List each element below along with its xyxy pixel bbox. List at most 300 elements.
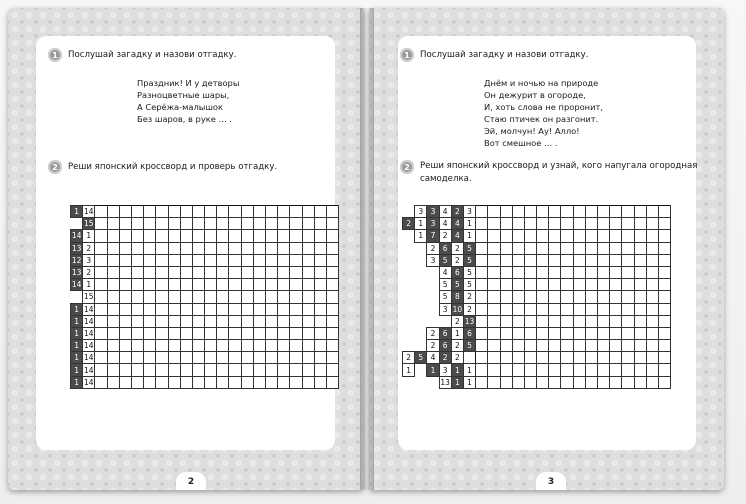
grid-cell[interactable] <box>658 279 670 291</box>
grid-cell[interactable] <box>302 327 314 339</box>
grid-cell[interactable] <box>512 303 524 315</box>
grid-cell[interactable] <box>476 218 488 230</box>
grid-cell[interactable] <box>278 303 290 315</box>
grid-cell[interactable] <box>549 364 561 376</box>
grid-cell[interactable] <box>585 303 597 315</box>
grid-cell[interactable] <box>512 340 524 352</box>
grid-cell[interactable] <box>180 242 192 254</box>
grid-cell[interactable] <box>549 230 561 242</box>
grid-cell[interactable] <box>119 230 131 242</box>
grid-cell[interactable] <box>168 352 180 364</box>
grid-cell[interactable] <box>290 327 302 339</box>
grid-cell[interactable] <box>217 291 229 303</box>
grid-cell[interactable] <box>192 327 204 339</box>
grid-cell[interactable] <box>488 315 500 327</box>
grid-cell[interactable] <box>524 291 536 303</box>
grid-cell[interactable] <box>524 340 536 352</box>
grid-cell[interactable] <box>302 315 314 327</box>
grid-cell[interactable] <box>646 364 658 376</box>
grid-cell[interactable] <box>144 303 156 315</box>
grid-cell[interactable] <box>241 352 253 364</box>
grid-cell[interactable] <box>144 254 156 266</box>
grid-cell[interactable] <box>524 206 536 218</box>
grid-cell[interactable] <box>131 266 143 278</box>
grid-cell[interactable] <box>266 206 278 218</box>
grid-cell[interactable] <box>488 254 500 266</box>
grid-cell[interactable] <box>229 279 241 291</box>
grid-cell[interactable] <box>290 242 302 254</box>
grid-cell[interactable] <box>500 242 512 254</box>
grid-cell[interactable] <box>476 352 488 364</box>
grid-cell[interactable] <box>180 364 192 376</box>
grid-cell[interactable] <box>646 254 658 266</box>
grid-cell[interactable] <box>95 291 107 303</box>
grid-cell[interactable] <box>573 376 585 388</box>
grid-cell[interactable] <box>561 291 573 303</box>
grid-cell[interactable] <box>537 242 549 254</box>
grid-cell[interactable] <box>524 327 536 339</box>
grid-cell[interactable] <box>217 352 229 364</box>
grid-cell[interactable] <box>561 218 573 230</box>
grid-cell[interactable] <box>168 291 180 303</box>
grid-cell[interactable] <box>658 303 670 315</box>
grid-cell[interactable] <box>205 352 217 364</box>
grid-cell[interactable] <box>549 291 561 303</box>
grid-cell[interactable] <box>634 364 646 376</box>
grid-cell[interactable] <box>107 376 119 388</box>
grid-cell[interactable] <box>180 352 192 364</box>
grid-cell[interactable] <box>302 218 314 230</box>
grid-cell[interactable] <box>180 218 192 230</box>
grid-cell[interactable] <box>229 218 241 230</box>
grid-cell[interactable] <box>488 303 500 315</box>
grid-cell[interactable] <box>144 327 156 339</box>
grid-cell[interactable] <box>610 315 622 327</box>
grid-cell[interactable] <box>537 218 549 230</box>
grid-cell[interactable] <box>302 242 314 254</box>
grid-cell[interactable] <box>326 315 338 327</box>
grid-cell[interactable] <box>598 291 610 303</box>
grid-cell[interactable] <box>524 279 536 291</box>
grid-cell[interactable] <box>476 266 488 278</box>
grid-cell[interactable] <box>266 303 278 315</box>
grid-cell[interactable] <box>314 352 326 364</box>
grid-cell[interactable] <box>95 266 107 278</box>
grid-cell[interactable] <box>217 279 229 291</box>
grid-cell[interactable] <box>229 352 241 364</box>
grid-cell[interactable] <box>524 315 536 327</box>
grid-cell[interactable] <box>598 242 610 254</box>
grid-cell[interactable] <box>326 279 338 291</box>
grid-cell[interactable] <box>253 303 265 315</box>
grid-cell[interactable] <box>131 218 143 230</box>
grid-cell[interactable] <box>144 266 156 278</box>
grid-cell[interactable] <box>488 279 500 291</box>
grid-cell[interactable] <box>488 291 500 303</box>
grid-cell[interactable] <box>168 340 180 352</box>
grid-cell[interactable] <box>302 364 314 376</box>
grid-cell[interactable] <box>229 327 241 339</box>
grid-cell[interactable] <box>314 364 326 376</box>
grid-cell[interactable] <box>561 364 573 376</box>
grid-cell[interactable] <box>488 218 500 230</box>
grid-cell[interactable] <box>241 254 253 266</box>
grid-cell[interactable] <box>476 254 488 266</box>
grid-cell[interactable] <box>512 218 524 230</box>
grid-cell[interactable] <box>488 376 500 388</box>
grid-cell[interactable] <box>573 315 585 327</box>
grid-cell[interactable] <box>131 254 143 266</box>
grid-cell[interactable] <box>253 327 265 339</box>
grid-cell[interactable] <box>573 242 585 254</box>
grid-cell[interactable] <box>646 230 658 242</box>
grid-cell[interactable] <box>512 230 524 242</box>
grid-cell[interactable] <box>156 352 168 364</box>
grid-cell[interactable] <box>537 364 549 376</box>
grid-cell[interactable] <box>192 254 204 266</box>
grid-cell[interactable] <box>192 206 204 218</box>
grid-cell[interactable] <box>266 218 278 230</box>
grid-cell[interactable] <box>512 254 524 266</box>
grid-cell[interactable] <box>634 291 646 303</box>
grid-cell[interactable] <box>561 376 573 388</box>
grid-cell[interactable] <box>658 266 670 278</box>
grid-cell[interactable] <box>537 206 549 218</box>
grid-cell[interactable] <box>573 364 585 376</box>
grid-cell[interactable] <box>205 376 217 388</box>
grid-cell[interactable] <box>302 206 314 218</box>
grid-cell[interactable] <box>561 254 573 266</box>
grid-cell[interactable] <box>610 230 622 242</box>
grid-cell[interactable] <box>156 315 168 327</box>
grid-cell[interactable] <box>241 206 253 218</box>
grid-cell[interactable] <box>278 254 290 266</box>
grid-cell[interactable] <box>658 327 670 339</box>
grid-cell[interactable] <box>266 376 278 388</box>
grid-cell[interactable] <box>131 279 143 291</box>
grid-cell[interactable] <box>156 242 168 254</box>
grid-cell[interactable] <box>314 315 326 327</box>
grid-cell[interactable] <box>131 230 143 242</box>
grid-cell[interactable] <box>488 230 500 242</box>
grid-cell[interactable] <box>658 376 670 388</box>
grid-cell[interactable] <box>266 315 278 327</box>
grid-cell[interactable] <box>302 376 314 388</box>
grid-cell[interactable] <box>241 242 253 254</box>
grid-cell[interactable] <box>107 315 119 327</box>
grid-cell[interactable] <box>95 206 107 218</box>
grid-cell[interactable] <box>107 340 119 352</box>
grid-cell[interactable] <box>598 327 610 339</box>
grid-cell[interactable] <box>205 327 217 339</box>
grid-cell[interactable] <box>598 340 610 352</box>
grid-cell[interactable] <box>658 254 670 266</box>
grid-cell[interactable] <box>229 242 241 254</box>
grid-cell[interactable] <box>585 230 597 242</box>
grid-cell[interactable] <box>205 291 217 303</box>
grid-cell[interactable] <box>95 340 107 352</box>
grid-cell[interactable] <box>180 315 192 327</box>
grid-cell[interactable] <box>229 230 241 242</box>
grid-cell[interactable] <box>585 352 597 364</box>
grid-cell[interactable] <box>266 279 278 291</box>
grid-cell[interactable] <box>168 230 180 242</box>
grid-cell[interactable] <box>573 206 585 218</box>
grid-cell[interactable] <box>107 327 119 339</box>
grid-cell[interactable] <box>302 254 314 266</box>
grid-cell[interactable] <box>658 291 670 303</box>
grid-cell[interactable] <box>500 364 512 376</box>
grid-cell[interactable] <box>266 266 278 278</box>
grid-cell[interactable] <box>131 327 143 339</box>
grid-cell[interactable] <box>585 327 597 339</box>
grid-cell[interactable] <box>205 364 217 376</box>
grid-cell[interactable] <box>524 242 536 254</box>
grid-cell[interactable] <box>500 340 512 352</box>
grid-cell[interactable] <box>192 376 204 388</box>
grid-cell[interactable] <box>266 340 278 352</box>
grid-cell[interactable] <box>131 242 143 254</box>
grid-cell[interactable] <box>500 327 512 339</box>
grid-cell[interactable] <box>585 206 597 218</box>
grid-cell[interactable] <box>549 352 561 364</box>
grid-cell[interactable] <box>95 230 107 242</box>
grid-cell[interactable] <box>107 266 119 278</box>
grid-cell[interactable] <box>622 315 634 327</box>
grid-cell[interactable] <box>217 340 229 352</box>
grid-cell[interactable] <box>95 327 107 339</box>
grid-cell[interactable] <box>326 291 338 303</box>
grid-cell[interactable] <box>598 230 610 242</box>
grid-cell[interactable] <box>634 242 646 254</box>
grid-cell[interactable] <box>168 266 180 278</box>
grid-cell[interactable] <box>476 206 488 218</box>
grid-cell[interactable] <box>314 291 326 303</box>
grid-cell[interactable] <box>561 327 573 339</box>
grid-cell[interactable] <box>278 327 290 339</box>
grid-cell[interactable] <box>156 340 168 352</box>
grid-cell[interactable] <box>476 303 488 315</box>
grid-cell[interactable] <box>622 327 634 339</box>
grid-cell[interactable] <box>144 340 156 352</box>
grid-cell[interactable] <box>512 327 524 339</box>
grid-cell[interactable] <box>131 364 143 376</box>
grid-cell[interactable] <box>144 230 156 242</box>
grid-cell[interactable] <box>634 218 646 230</box>
grid-cell[interactable] <box>107 279 119 291</box>
grid-cell[interactable] <box>646 315 658 327</box>
grid-cell[interactable] <box>156 230 168 242</box>
grid-cell[interactable] <box>500 254 512 266</box>
grid-cell[interactable] <box>180 340 192 352</box>
grid-cell[interactable] <box>229 254 241 266</box>
grid-cell[interactable] <box>646 376 658 388</box>
grid-cell[interactable] <box>658 340 670 352</box>
grid-cell[interactable] <box>549 266 561 278</box>
grid-cell[interactable] <box>314 376 326 388</box>
grid-cell[interactable] <box>168 376 180 388</box>
grid-cell[interactable] <box>537 340 549 352</box>
grid-cell[interactable] <box>634 303 646 315</box>
grid-cell[interactable] <box>119 303 131 315</box>
grid-cell[interactable] <box>180 266 192 278</box>
grid-cell[interactable] <box>192 315 204 327</box>
grid-cell[interactable] <box>610 254 622 266</box>
grid-cell[interactable] <box>95 303 107 315</box>
grid-cell[interactable] <box>610 327 622 339</box>
grid-cell[interactable] <box>549 254 561 266</box>
grid-cell[interactable] <box>278 242 290 254</box>
grid-cell[interactable] <box>241 303 253 315</box>
grid-cell[interactable] <box>476 242 488 254</box>
grid-cell[interactable] <box>658 352 670 364</box>
grid-cell[interactable] <box>302 352 314 364</box>
grid-cell[interactable] <box>192 291 204 303</box>
grid-cell[interactable] <box>302 340 314 352</box>
grid-cell[interactable] <box>119 364 131 376</box>
grid-cell[interactable] <box>561 242 573 254</box>
grid-cell[interactable] <box>180 291 192 303</box>
grid-cell[interactable] <box>476 315 488 327</box>
grid-cell[interactable] <box>500 266 512 278</box>
grid-cell[interactable] <box>500 376 512 388</box>
grid-cell[interactable] <box>610 206 622 218</box>
grid-cell[interactable] <box>585 291 597 303</box>
grid-cell[interactable] <box>326 218 338 230</box>
grid-cell[interactable] <box>598 218 610 230</box>
grid-cell[interactable] <box>253 218 265 230</box>
grid-cell[interactable] <box>622 291 634 303</box>
grid-cell[interactable] <box>585 376 597 388</box>
grid-cell[interactable] <box>217 303 229 315</box>
grid-cell[interactable] <box>476 327 488 339</box>
grid-cell[interactable] <box>156 279 168 291</box>
grid-cell[interactable] <box>585 340 597 352</box>
grid-cell[interactable] <box>585 364 597 376</box>
grid-cell[interactable] <box>549 279 561 291</box>
grid-cell[interactable] <box>290 218 302 230</box>
grid-cell[interactable] <box>512 279 524 291</box>
grid-cell[interactable] <box>119 315 131 327</box>
grid-cell[interactable] <box>326 242 338 254</box>
grid-cell[interactable] <box>192 279 204 291</box>
grid-cell[interactable] <box>598 206 610 218</box>
grid-cell[interactable] <box>314 206 326 218</box>
grid-cell[interactable] <box>119 376 131 388</box>
grid-cell[interactable] <box>131 376 143 388</box>
grid-cell[interactable] <box>512 266 524 278</box>
grid-cell[interactable] <box>500 303 512 315</box>
grid-cell[interactable] <box>192 352 204 364</box>
grid-cell[interactable] <box>561 206 573 218</box>
grid-cell[interactable] <box>524 364 536 376</box>
grid-cell[interactable] <box>524 218 536 230</box>
grid-cell[interactable] <box>488 327 500 339</box>
grid-cell[interactable] <box>524 376 536 388</box>
grid-cell[interactable] <box>302 279 314 291</box>
grid-cell[interactable] <box>241 376 253 388</box>
grid-cell[interactable] <box>585 254 597 266</box>
grid-cell[interactable] <box>622 340 634 352</box>
grid-cell[interactable] <box>634 206 646 218</box>
grid-cell[interactable] <box>144 315 156 327</box>
grid-cell[interactable] <box>217 266 229 278</box>
grid-cell[interactable] <box>290 230 302 242</box>
grid-cell[interactable] <box>622 364 634 376</box>
grid-cell[interactable] <box>537 327 549 339</box>
grid-cell[interactable] <box>326 254 338 266</box>
grid-cell[interactable] <box>537 266 549 278</box>
grid-cell[interactable] <box>180 206 192 218</box>
grid-cell[interactable] <box>107 242 119 254</box>
grid-cell[interactable] <box>253 315 265 327</box>
grid-cell[interactable] <box>573 218 585 230</box>
grid-cell[interactable] <box>290 206 302 218</box>
grid-cell[interactable] <box>168 364 180 376</box>
grid-cell[interactable] <box>476 340 488 352</box>
grid-cell[interactable] <box>302 291 314 303</box>
grid-cell[interactable] <box>144 206 156 218</box>
grid-cell[interactable] <box>326 327 338 339</box>
grid-cell[interactable] <box>119 279 131 291</box>
grid-cell[interactable] <box>476 230 488 242</box>
grid-cell[interactable] <box>573 352 585 364</box>
grid-cell[interactable] <box>598 352 610 364</box>
grid-cell[interactable] <box>500 315 512 327</box>
grid-cell[interactable] <box>144 352 156 364</box>
grid-cell[interactable] <box>573 230 585 242</box>
grid-cell[interactable] <box>585 315 597 327</box>
grid-cell[interactable] <box>290 352 302 364</box>
grid-cell[interactable] <box>646 242 658 254</box>
grid-cell[interactable] <box>476 364 488 376</box>
grid-cell[interactable] <box>585 242 597 254</box>
grid-cell[interactable] <box>658 206 670 218</box>
grid-cell[interactable] <box>156 364 168 376</box>
grid-cell[interactable] <box>290 266 302 278</box>
grid-cell[interactable] <box>229 266 241 278</box>
grid-cell[interactable] <box>278 352 290 364</box>
grid-cell[interactable] <box>524 230 536 242</box>
grid-cell[interactable] <box>524 254 536 266</box>
grid-cell[interactable] <box>598 303 610 315</box>
grid-cell[interactable] <box>634 230 646 242</box>
grid-cell[interactable] <box>658 242 670 254</box>
grid-cell[interactable] <box>241 230 253 242</box>
grid-cell[interactable] <box>573 254 585 266</box>
grid-cell[interactable] <box>610 303 622 315</box>
grid-cell[interactable] <box>253 254 265 266</box>
grid-cell[interactable] <box>217 364 229 376</box>
grid-cell[interactable] <box>192 303 204 315</box>
grid-cell[interactable] <box>119 291 131 303</box>
grid-cell[interactable] <box>646 303 658 315</box>
grid-cell[interactable] <box>107 291 119 303</box>
grid-cell[interactable] <box>205 242 217 254</box>
grid-cell[interactable] <box>107 218 119 230</box>
grid-cell[interactable] <box>561 266 573 278</box>
grid-cell[interactable] <box>512 206 524 218</box>
grid-cell[interactable] <box>192 340 204 352</box>
grid-cell[interactable] <box>192 218 204 230</box>
grid-cell[interactable] <box>537 254 549 266</box>
grid-cell[interactable] <box>646 291 658 303</box>
grid-cell[interactable] <box>549 327 561 339</box>
grid-cell[interactable] <box>573 340 585 352</box>
grid-cell[interactable] <box>156 254 168 266</box>
grid-cell[interactable] <box>598 364 610 376</box>
grid-cell[interactable] <box>573 266 585 278</box>
